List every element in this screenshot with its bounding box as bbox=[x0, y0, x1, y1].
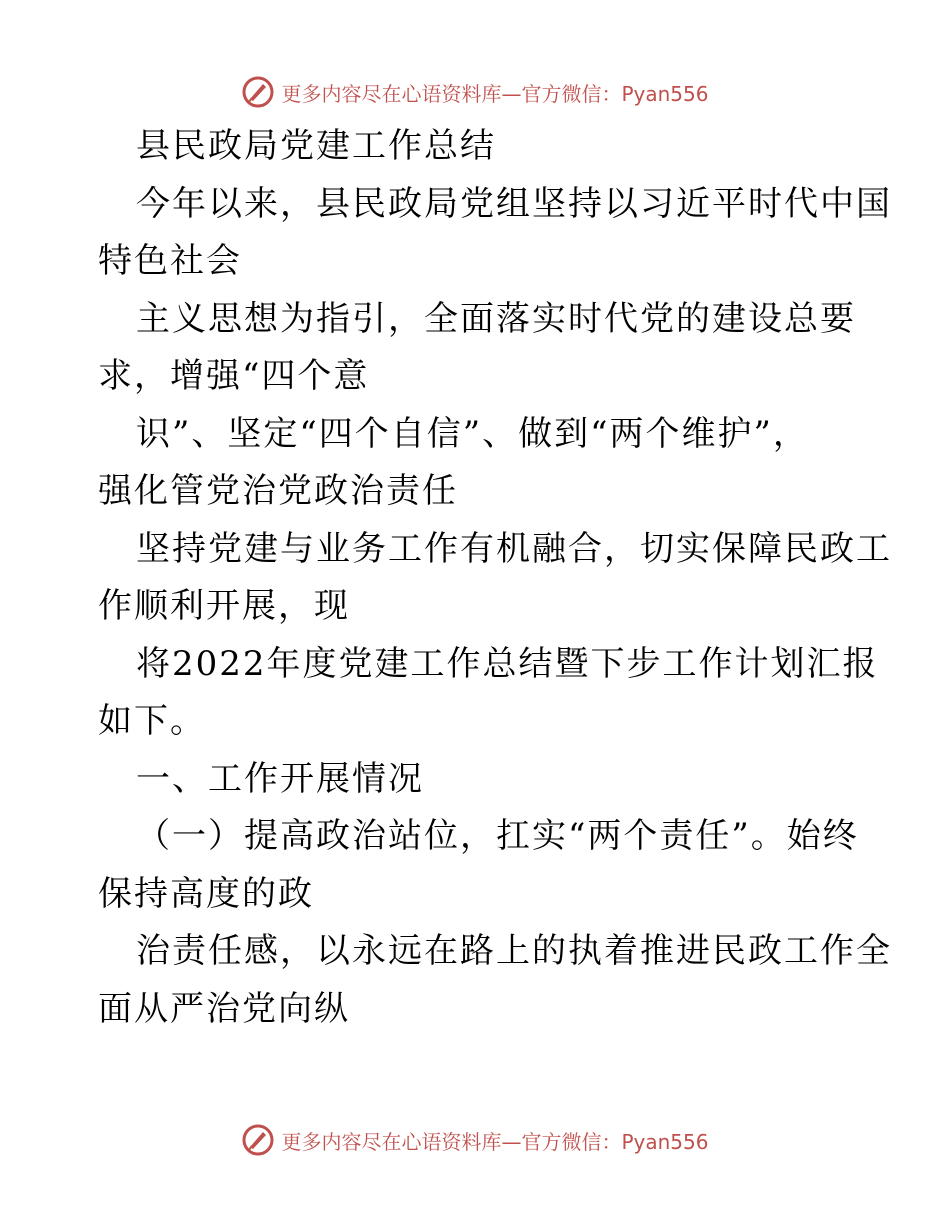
banner-text: 更多内容尽在心语资料库—官方微信：Pyan556 bbox=[281, 81, 709, 106]
paragraph-line: 作顺利开展，现 bbox=[98, 586, 350, 626]
paragraph-line: （一）提高政治站位，扛实“两个责任”。始终 bbox=[136, 816, 859, 856]
header-banner bbox=[0, 72, 950, 112]
quill-logo-icon bbox=[241, 1123, 275, 1157]
paragraph-line: 将2022年度党建工作总结暨下步工作计划汇报 bbox=[136, 643, 879, 684]
paragraph-line: 坚持党建与业务工作有机融合，切实保障民政工 bbox=[136, 528, 892, 569]
footer-banner bbox=[0, 1120, 950, 1160]
paragraph-line: 特色社会 bbox=[98, 241, 242, 281]
paragraph-line: 求，增强“四个意 bbox=[98, 356, 370, 396]
paragraph-line: 保持高度的政 bbox=[98, 873, 314, 914]
document-body bbox=[98, 118, 892, 1038]
paragraph-line: 识”、坚定“四个自信”、做到“两个维护”， bbox=[136, 413, 809, 454]
paragraph-line: 强化管党治党政治责任 bbox=[98, 471, 458, 511]
banner-text: 更多内容尽在心语资料库—官方微信：Pyan556 bbox=[281, 1129, 709, 1154]
paragraph-line: 今年以来，县民政局党组坚持以习近平时代中国 bbox=[136, 183, 892, 224]
paragraph-line: 主义思想为指引，全面落实时代党的建设总要 bbox=[136, 298, 856, 339]
doc-title: 县民政局党建工作总结 bbox=[136, 126, 496, 166]
section-heading: 一、工作开展情况 bbox=[136, 758, 424, 799]
quill-logo-icon bbox=[241, 75, 275, 109]
paragraph-line: 治责任感，以永远在路上的执着推进民政工作全 bbox=[136, 931, 892, 971]
paragraph-line: 面从严治党向纵 bbox=[98, 988, 350, 1029]
paragraph-line: 如下。 bbox=[98, 701, 206, 741]
